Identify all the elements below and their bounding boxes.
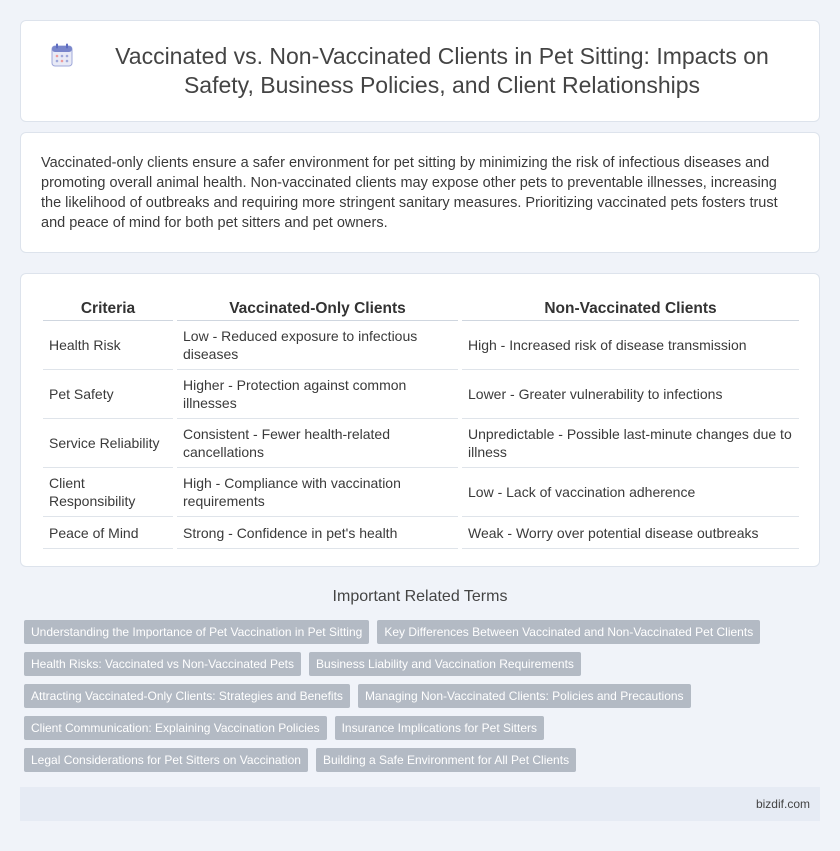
column-header: Non-Vaccinated Clients (462, 294, 799, 321)
related-term-tag[interactable]: Key Differences Between Vaccinated and Non-Vaccinated Pet Clients (377, 620, 760, 644)
related-term-tag[interactable]: Managing Non-Vaccinated Clients: Policies and Precautions (358, 684, 691, 708)
table-cell: High - Compliance with vaccination requirements (177, 468, 458, 517)
related-terms-list (24, 620, 804, 780)
table-cell: Service Reliability (43, 419, 173, 468)
related-terms-title: Important Related Terms (332, 588, 508, 605)
related-term-tag[interactable]: Attracting Vaccinated-Only Clients: Strategies and Benefits (24, 684, 350, 708)
comparison-table-card (20, 273, 820, 567)
table-cell: Peace of Mind (43, 517, 173, 549)
column-header: Criteria (43, 294, 173, 321)
table-cell: Pet Safety (43, 370, 173, 419)
table-cell: Client Responsibility (43, 468, 173, 517)
footer (20, 787, 820, 821)
column-header: Vaccinated-Only Clients (177, 294, 458, 321)
related-term-tag[interactable]: Building a Safe Environment for All Pet Clients (316, 748, 576, 772)
header-card (20, 20, 820, 122)
table-cell: High - Increased risk of disease transmission (462, 321, 799, 370)
footer-brand[interactable]: bizdif.com (755, 797, 810, 811)
table-cell: Higher - Protection against common illnesses (177, 370, 458, 419)
related-term-tag[interactable]: Insurance Implications for Pet Sitters (335, 716, 544, 740)
calendar-icon (51, 43, 73, 67)
table-cell: Low - Reduced exposure to infectious diseases (177, 321, 458, 370)
table-cell: Strong - Confidence in pet's health (177, 517, 458, 549)
comparison-table (39, 294, 803, 549)
table-cell: Consistent - Fewer health-related cancellations (177, 419, 458, 468)
table-cell: Health Risk (43, 321, 173, 370)
table-cell: Weak - Worry over potential disease outbreaks (462, 517, 799, 549)
intro-card (20, 132, 820, 253)
table-cell: Low - Lack of vaccination adherence (462, 468, 799, 517)
related-term-tag[interactable]: Business Liability and Vaccination Requirements (309, 652, 581, 676)
page-title: Vaccinated vs. Non-Vaccinated Clients in Pet Sitting: Impacts on Safety, Business Policies, and Client Relationships (115, 43, 769, 98)
table-row (43, 321, 799, 370)
table-row (43, 370, 799, 419)
related-term-tag[interactable]: Legal Considerations for Pet Sitters on Vaccination (24, 748, 308, 772)
table-row (43, 468, 799, 517)
intro-paragraph: Vaccinated-only clients ensure a safer environment for pet sitting by minimizing the risk of infectious diseases and promoting overall animal health. Non-vaccinated clients may expose other pets to preventable illnesses, increasing the likelihood of outbreaks and requiring more stringent sanitary measures. Prioritizing vaccinated pets fosters trust and peace of mind for both pet sitters and pet owners. (41, 155, 778, 231)
table-row (43, 419, 799, 468)
table-cell: Lower - Greater vulnerability to infections (462, 370, 799, 419)
table-row (43, 517, 799, 549)
related-term-tag[interactable]: Health Risks: Vaccinated vs Non-Vaccinated Pets (24, 652, 301, 676)
related-term-tag[interactable]: Understanding the Importance of Pet Vaccination in Pet Sitting (24, 620, 369, 644)
table-cell: Unpredictable - Possible last-minute changes due to illness (462, 419, 799, 468)
related-term-tag[interactable]: Client Communication: Explaining Vaccination Policies (24, 716, 327, 740)
table-header-row (43, 294, 799, 321)
